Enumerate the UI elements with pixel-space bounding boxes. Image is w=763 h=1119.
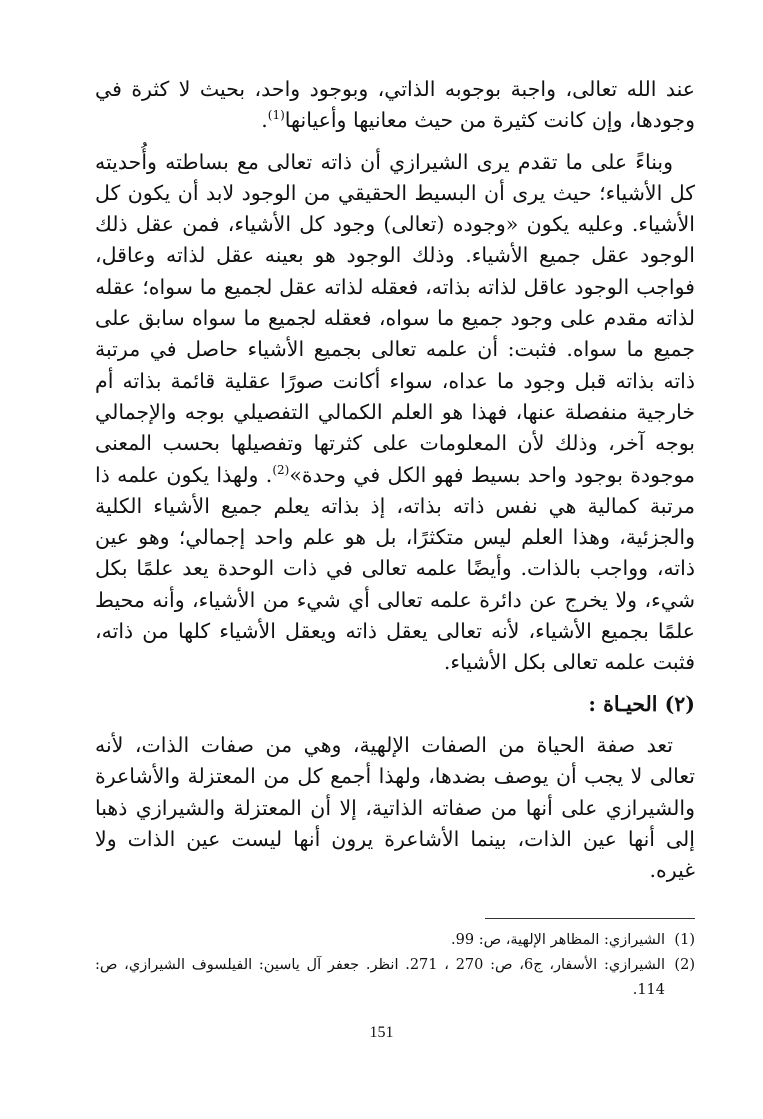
footnote-reference: (2) bbox=[272, 462, 290, 477]
main-text bbox=[95, 74, 695, 886]
footnotes bbox=[95, 928, 695, 1003]
footnote-text: الشيرازي: المظاهر الإلهية، ص: 99. bbox=[451, 932, 665, 948]
footnote-divider bbox=[485, 918, 695, 919]
footnote-text: الشيرازي: الأسفار، ج6، ص: 270 ، 271. انظر. جعفر آل ياسين: الفيلسوف الشيرازي، ص: 114. bbox=[95, 957, 665, 998]
page-number: 151 bbox=[369, 1024, 394, 1041]
paragraph-tail: . ولهذا يكون علمه ذا مرتبة كمالية هي نفس ذاته بذاته، إذ بذاته يعلم جميع الأشياء الكلية والجزئية، وهذا العلم ليس متكثرًا، بل هو علم واحد إجمالي؛ وهو عين ذاته، وواجب بالذات. وأيضًا علمه تعالى في ذات الوحدة يعد علمًا بكل شيء، ولا يخرج عن دائرة علمه تعالى أي شيء من الأشياء، وأنه محيط علمًا بجميع الأشياء، لأنه تعالى يعقل ذاته ويعقل الأشياء كلها من ذاته، فثبت علمه تعالى بكل الأشياء. bbox=[95, 462, 695, 675]
footnote-number: (2) bbox=[674, 957, 695, 973]
paragraph-knowledge bbox=[95, 147, 695, 679]
paragraph-life: تعد صفة الحياة من الصفات الإلهية، وهي من صفات الذات، لأنه تعالى لا يجب أن يوصف بضدها، ولهذا أجمع كل من المعتزلة والأشاعرة والشيرازي على أنها من صفاته الذاتية، إلا أن المعتزلة والشيرازي ذهبا إلى أنها عين الذات، بينما الأشاعرة يرون أنها ليست عين الذات ولا غيره. bbox=[95, 732, 695, 883]
footnote-item bbox=[95, 928, 695, 953]
section-heading: (٢) الحيـاة : bbox=[588, 691, 695, 716]
paragraph-tail: . bbox=[261, 108, 268, 133]
footnote-item bbox=[95, 953, 695, 1003]
footnote-number: (1) bbox=[674, 932, 695, 948]
paragraph-continuation bbox=[95, 74, 695, 137]
paragraph-text: وبناءً على ما تقدم يرى الشيرازي أن ذاته تعالى مع بساطته وأُحديته كل الأشياء؛ حيث يرى أن البسيط الحقيقي من الوجود لابد أن يكون كل الأشياء. وعليه يكون «وجوده (تعالى) وجود كل الأشياء، فمن عقل ذلك الوجود عقل جميع الأشياء. وذلك الوجود هو بعينه عقل لذاته وعاقل، فواجب الوجود عاقل لذاته بذاته، فعقله لذاته عقل لجميع ما سواه؛ عقله لذاته مقدم على وجود جميع ما سواه، فعقله لجميع ما سواه سابق على جميع ما سواه. فثبت: أن علمه تعالى بجميع الأشياء حاصل في مرتبة ذاته بذاته قبل وجود ما عداه، سواء أكانت صورًا عقلية قائمة بذاته أم خارجية منفصلة عنها، فهذا هو العلم الكمالي التفصيلي بوجه والإجمالي بوجه آخر، وذلك لأن المعلومات على كثرتها وتفصيلها بحسب المعنى موجودة بوجود واحد بسيط فهو الكل في وحدة» bbox=[95, 149, 695, 487]
footnote-reference: (1) bbox=[267, 108, 285, 123]
paragraph-text: عند الله تعالى، واجبة بوجوبه الذاتي، وبوجود واحد، بحيث لا كثرة في وجودها، وإن كانت كثيرة من حيث معانيها وأعيانها bbox=[95, 77, 695, 133]
